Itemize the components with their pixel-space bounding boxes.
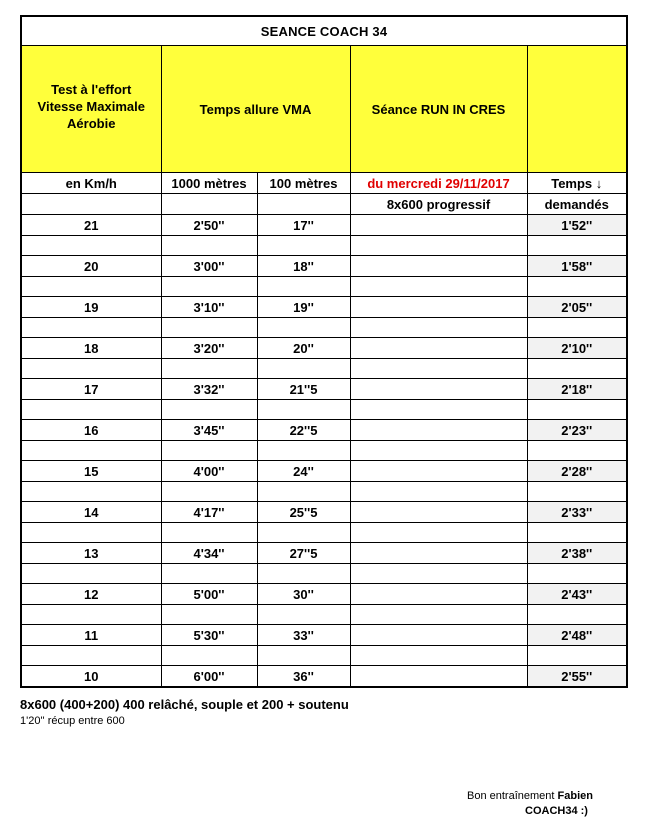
sheet-title: SEANCE COACH 34 <box>21 16 627 46</box>
vma-test-header <box>21 46 161 173</box>
session-cell <box>350 379 527 400</box>
blank-cell <box>350 482 527 502</box>
speed-cell: 13 <box>21 543 161 564</box>
target-time-cell: 2'05'' <box>527 297 627 318</box>
session-cell <box>350 666 527 688</box>
speed-cell: 20 <box>21 256 161 277</box>
spacer-row <box>21 523 627 543</box>
blank-cell <box>527 564 627 584</box>
blank-cell <box>161 482 257 502</box>
pace-1000-cell: 3'10'' <box>161 297 257 318</box>
temps-header <box>527 173 627 194</box>
target-time-cell: 2'33'' <box>527 502 627 523</box>
blank-cell <box>21 318 161 338</box>
blank-cell <box>350 359 527 379</box>
signature-name: Fabien <box>557 790 593 802</box>
speed-cell: 10 <box>21 666 161 688</box>
session-header: Séance RUN IN CRES <box>350 46 527 173</box>
pace-1000-cell: 5'00'' <box>161 584 257 605</box>
pace-1000-cell: 3'20'' <box>161 338 257 359</box>
table-row <box>21 297 627 318</box>
pace-1000-cell: 4'17'' <box>161 502 257 523</box>
table-row <box>21 338 627 359</box>
vma-header-line: Vitesse Maximale <box>37 99 145 114</box>
blank-cell <box>350 318 527 338</box>
blank-cell <box>527 523 627 543</box>
spacer-row <box>21 318 627 338</box>
blank-cell <box>257 605 350 625</box>
table-row <box>21 256 627 277</box>
target-time-cell: 1'58'' <box>527 256 627 277</box>
pace-1000-cell: 3'32'' <box>161 379 257 400</box>
target-time-cell: 2'43'' <box>527 584 627 605</box>
empty-header <box>527 46 627 173</box>
table-row <box>21 215 627 236</box>
blank-cell <box>161 564 257 584</box>
target-time-cell: 2'23'' <box>527 420 627 441</box>
blank-cell <box>257 646 350 666</box>
target-time-cell: 2'38'' <box>527 543 627 564</box>
blank-cell <box>527 605 627 625</box>
blank-cell <box>527 482 627 502</box>
table-row <box>21 379 627 400</box>
table-row <box>21 461 627 482</box>
session-cell <box>350 543 527 564</box>
blank-cell <box>161 400 257 420</box>
session-cell <box>350 584 527 605</box>
blank-cell <box>257 194 350 215</box>
pace-100-cell: 19'' <box>257 297 350 318</box>
pace-1000-cell: 5'30'' <box>161 625 257 646</box>
speed-cell: 11 <box>21 625 161 646</box>
spacer-row <box>21 441 627 461</box>
note-session-detail: 8x600 (400+200) 400 relâché, souple et 200 + soutenu <box>20 697 349 712</box>
notes <box>20 697 349 727</box>
signature-greeting: Bon entraînement <box>467 790 558 802</box>
vma-header-line: Aérobie <box>67 116 116 131</box>
blank-cell <box>527 277 627 297</box>
blank-cell <box>527 318 627 338</box>
blank-cell <box>21 359 161 379</box>
blank-cell <box>350 564 527 584</box>
speed-cell: 21 <box>21 215 161 236</box>
session-cell <box>350 297 527 318</box>
session-cell <box>350 461 527 482</box>
pace-1000-cell: 2'50'' <box>161 215 257 236</box>
blank-cell <box>161 646 257 666</box>
blank-cell <box>257 441 350 461</box>
blank-cell <box>257 400 350 420</box>
session-description: 8x600 progressif <box>350 194 527 215</box>
blank-cell <box>21 236 161 256</box>
spacer-row <box>21 564 627 584</box>
spacer-row <box>21 400 627 420</box>
training-sheet <box>20 15 626 688</box>
pace-100-cell: 27''5 <box>257 543 350 564</box>
pace-100-cell: 30'' <box>257 584 350 605</box>
pace-1000-cell: 3'45'' <box>161 420 257 441</box>
table-row <box>21 584 627 605</box>
spacer-row <box>21 277 627 297</box>
blank-cell <box>257 523 350 543</box>
speed-cell: 12 <box>21 584 161 605</box>
target-time-cell: 2'10'' <box>527 338 627 359</box>
blank-cell <box>350 646 527 666</box>
blank-cell <box>21 564 161 584</box>
blank-cell <box>527 646 627 666</box>
blank-cell <box>257 359 350 379</box>
table-row <box>21 666 627 688</box>
blank-cell <box>350 236 527 256</box>
blank-cell <box>161 605 257 625</box>
blank-cell <box>161 194 257 215</box>
session-cell <box>350 420 527 441</box>
pace-100-cell: 36'' <box>257 666 350 688</box>
dist-100-header: 100 mètres <box>257 173 350 194</box>
blank-cell <box>257 482 350 502</box>
speed-unit: en Km/h <box>21 173 161 194</box>
signature-line <box>467 790 593 802</box>
blank-cell <box>161 236 257 256</box>
session-cell <box>350 338 527 359</box>
blank-cell <box>161 277 257 297</box>
target-time-cell: 1'52'' <box>527 215 627 236</box>
arrow-down-icon: ↓ <box>595 175 603 191</box>
dist-1000-header: 1000 mètres <box>161 173 257 194</box>
target-time-cell: 2'28'' <box>527 461 627 482</box>
spacer-row <box>21 646 627 666</box>
session-cell <box>350 502 527 523</box>
blank-cell <box>161 359 257 379</box>
blank-cell <box>21 277 161 297</box>
temps-label: Temps <box>551 175 593 191</box>
target-time-cell: 2'55'' <box>527 666 627 688</box>
spacer-row <box>21 236 627 256</box>
blank-cell <box>350 400 527 420</box>
pace-1000-cell: 4'34'' <box>161 543 257 564</box>
pace-1000-cell: 3'00'' <box>161 256 257 277</box>
blank-cell <box>161 318 257 338</box>
pace-100-cell: 25''5 <box>257 502 350 523</box>
pace-100-cell: 20'' <box>257 338 350 359</box>
session-cell <box>350 215 527 236</box>
spacer-row <box>21 605 627 625</box>
blank-cell <box>21 523 161 543</box>
blank-cell <box>350 277 527 297</box>
blank-cell <box>257 564 350 584</box>
pace-100-cell: 33'' <box>257 625 350 646</box>
vma-header-line: Test à l'effort <box>51 82 132 97</box>
signature-coach: COACH34 :) <box>525 805 588 817</box>
blank-cell <box>257 318 350 338</box>
spacer-row <box>21 482 627 502</box>
blank-cell <box>21 605 161 625</box>
table-row <box>21 502 627 523</box>
vma-pace-header: Temps allure VMA <box>161 46 350 173</box>
speed-cell: 17 <box>21 379 161 400</box>
blank-cell <box>350 605 527 625</box>
note-recovery: 1'20'' récup entre 600 <box>20 715 125 727</box>
spacer-row <box>21 359 627 379</box>
subheader-row <box>21 173 627 194</box>
pace-1000-cell: 6'00'' <box>161 666 257 688</box>
header-row <box>21 46 627 173</box>
session-cell <box>350 256 527 277</box>
pace-100-cell: 24'' <box>257 461 350 482</box>
blank-cell <box>21 646 161 666</box>
pace-100-cell: 17'' <box>257 215 350 236</box>
blank-cell <box>527 441 627 461</box>
blank-cell <box>21 400 161 420</box>
pace-100-cell: 22''5 <box>257 420 350 441</box>
blank-cell <box>257 277 350 297</box>
blank-cell <box>350 523 527 543</box>
blank-cell <box>161 523 257 543</box>
target-time-cell: 2'48'' <box>527 625 627 646</box>
blank-cell <box>161 441 257 461</box>
blank-cell <box>21 194 161 215</box>
speed-cell: 15 <box>21 461 161 482</box>
pace-1000-cell: 4'00'' <box>161 461 257 482</box>
blank-cell <box>21 482 161 502</box>
blank-cell <box>350 441 527 461</box>
speed-cell: 14 <box>21 502 161 523</box>
blank-cell <box>527 400 627 420</box>
speed-cell: 19 <box>21 297 161 318</box>
session-row <box>21 194 627 215</box>
blank-cell <box>21 441 161 461</box>
session-date: du mercredi 29/11/2017 <box>350 173 527 194</box>
blank-cell <box>527 236 627 256</box>
table-row <box>21 625 627 646</box>
blank-cell <box>257 236 350 256</box>
speed-cell: 18 <box>21 338 161 359</box>
pace-100-cell: 18'' <box>257 256 350 277</box>
speed-cell: 16 <box>21 420 161 441</box>
table-row <box>21 543 627 564</box>
session-cell <box>350 625 527 646</box>
blank-cell <box>527 359 627 379</box>
pace-100-cell: 21''5 <box>257 379 350 400</box>
demandes-label: demandés <box>527 194 627 215</box>
vma-table <box>20 15 628 688</box>
target-time-cell: 2'18'' <box>527 379 627 400</box>
table-row <box>21 420 627 441</box>
